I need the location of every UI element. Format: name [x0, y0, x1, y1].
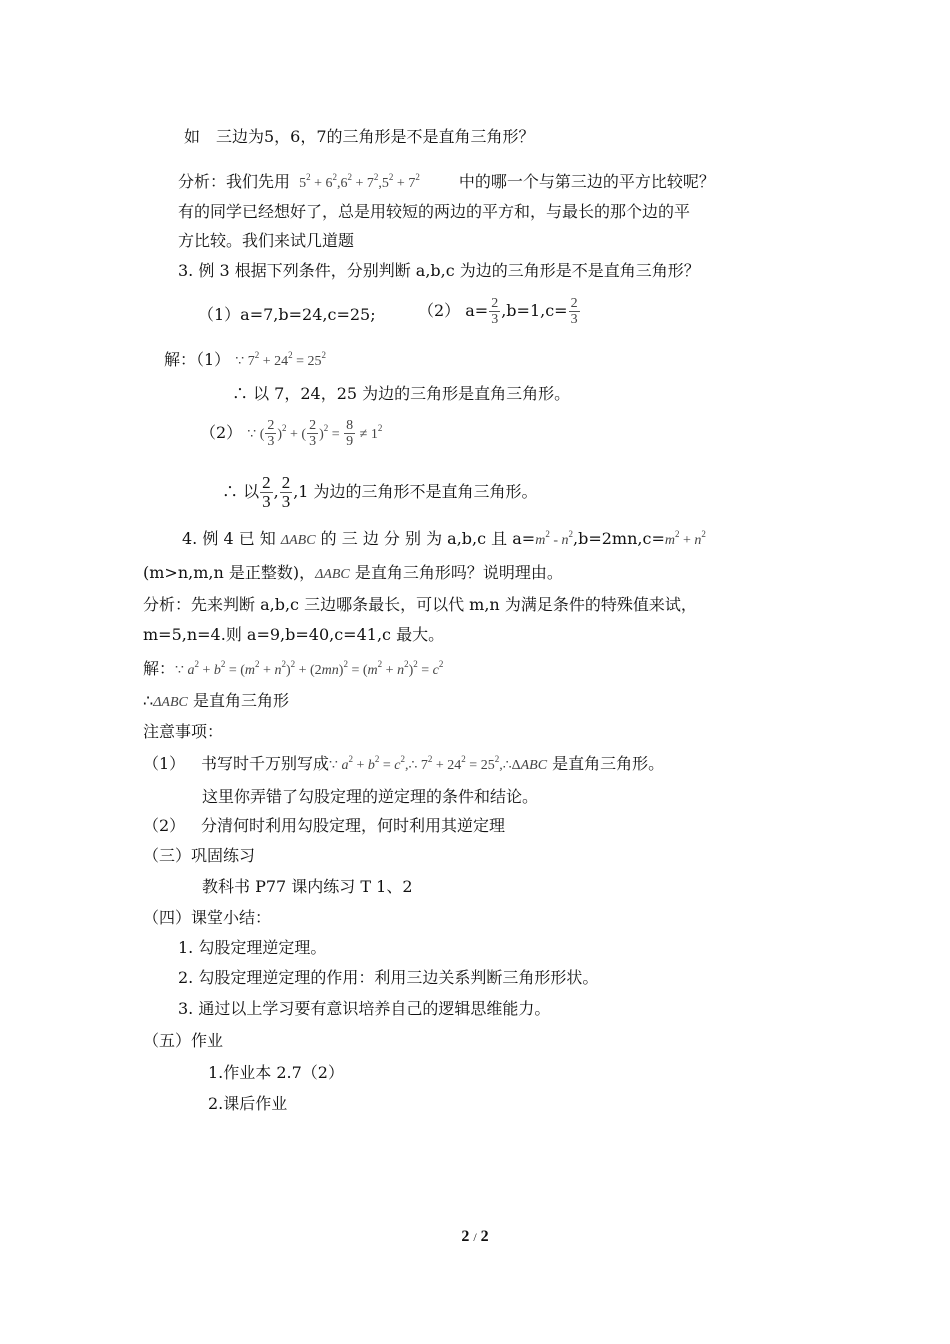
- analysis-line-3: 方比较。我们来试几道题: [178, 231, 355, 250]
- example3-title: 3. 例 3 根据下列条件，分别判断 a,b,c 为边的三角形是不是直角三角形？: [178, 261, 700, 280]
- solution3-step2: （2） ∵ ( $\frac{2}{3}$ )$^2$ + ( $\frac{2}{3}$ )$^2$ = $\frac{8}{9}$ ≠ $1^2$: [200, 418, 383, 449]
- practice-heading: （三）巩固练习: [143, 846, 256, 865]
- summary-item: 2. 勾股定理逆定理的作用：利用三边关系判断三角形形状。: [178, 968, 599, 987]
- example4-analysis-b: m=5,n=4.则 a=9,b=40,c=41,c 最大。: [143, 625, 445, 644]
- example4-analysis-a: 分析：先来判断 a,b,c 三边哪条最长，可以代 m,n 为满足条件的特殊值来试，: [143, 595, 697, 614]
- homework-item: 1.作业本 2.7（2）: [208, 1063, 344, 1082]
- fraction: $\frac{2}{3}$: [570, 296, 578, 327]
- formula: ∵ (: [247, 427, 265, 442]
- summary-item: 3. 通过以上学习要有意识培养自己的逻辑思维能力。: [178, 999, 551, 1018]
- fraction: $\frac{2}{3}$: [491, 296, 499, 327]
- analysis-line-2: 有的同学已经想好了，总是用较短的两边的平方和，与最长的那个边的平: [178, 202, 691, 221]
- example4-conclusion: ∴ΔABC 是直角三角形: [143, 691, 289, 710]
- notes-heading: 注意事项：: [143, 722, 224, 741]
- example4-line1: 4. 例 4 已 知 ΔABC 的 三 边 分 别 为 a,b,c 且 $a=m^2 - n^2,b=2mn,c=m^2 + n^2$: [182, 529, 706, 548]
- practice-text: 教科书 P77 课内练习 T 1、2: [202, 877, 413, 896]
- solution3-conclusion2: ∴ 以 $\frac{2}{3}$ , $\frac{2}{3}$ ,1 为边的三角形不是直角三角形。: [222, 473, 538, 511]
- homework-heading: （五）作业: [143, 1031, 224, 1050]
- example3-cond1: （1）a=7,b=24,c=25;: [198, 305, 376, 324]
- homework-item: 2.课后作业: [208, 1094, 288, 1113]
- page-number: 2 / 2: [461, 1228, 489, 1245]
- notes-item-1: （1） 书写时千万别写成∵ $a^2 + b^2$ = $c^2,\therefore$ $7^2 + 24^2$ = $25^2,\therefore\Delta ABC$ 是直角三角形。: [143, 754, 665, 773]
- example4-solution: 解：∵ $a^2 + b^2 = (m^2 + n^2)^2 + (2mn)^2 = (m^2 + n^2)^2 = c^2$: [143, 659, 444, 678]
- formula: ∵ $a^2 + b^2 = (m^2 + n^2)^2 + (2mn)^2 = (m^2 + n^2)^2 = c^2$: [175, 659, 444, 678]
- example3-cond2: （2） a= $\frac{2}{3}$ ,b=1,c= $\frac{2}{3}$: [418, 296, 578, 327]
- question-intro: 如 三边为5，6，7的三角形是不是直角三角形？: [184, 127, 535, 146]
- formula-squares: $5^2 + 6^2,6^2 + 7^2,5^2 + 7^2$: [299, 172, 420, 191]
- formula: ∵ $a^2 + b^2$ = $c^2,\therefore$ $7^2 + 24^2$ = $25^2,\therefore\Delta ABC$: [329, 754, 548, 773]
- analysis-line-1: 分析：我们先用 $5^2 + 6^2,6^2 + 7^2,5^2 + 7^2$ 中的哪一个与第三边的平方比较呢？: [178, 172, 715, 191]
- summary-item: 1. 勾股定理逆定理。: [178, 938, 327, 957]
- example4-line2: (m>n,m,n 是正整数)，ΔABC 是直角三角形吗？说明理由。: [143, 563, 563, 582]
- notes-item-1-line2: 这里你弄错了勾股定理的逆定理的条件和结论。: [202, 787, 539, 806]
- formula: ∵ $7^2 + 24^2 = 25^2$: [235, 350, 327, 369]
- notes-item-2: （2） 分清何时利用勾股定理，何时利用其逆定理: [143, 816, 506, 835]
- solution3-step1: 解：（1） ∵ $7^2 + 24^2 = 25^2$: [164, 350, 327, 369]
- solution3-conclusion1: ∴ 以 7，24，25 为边的三角形是直角三角形。: [232, 384, 571, 403]
- summary-heading: （四）课堂小结：: [143, 908, 272, 927]
